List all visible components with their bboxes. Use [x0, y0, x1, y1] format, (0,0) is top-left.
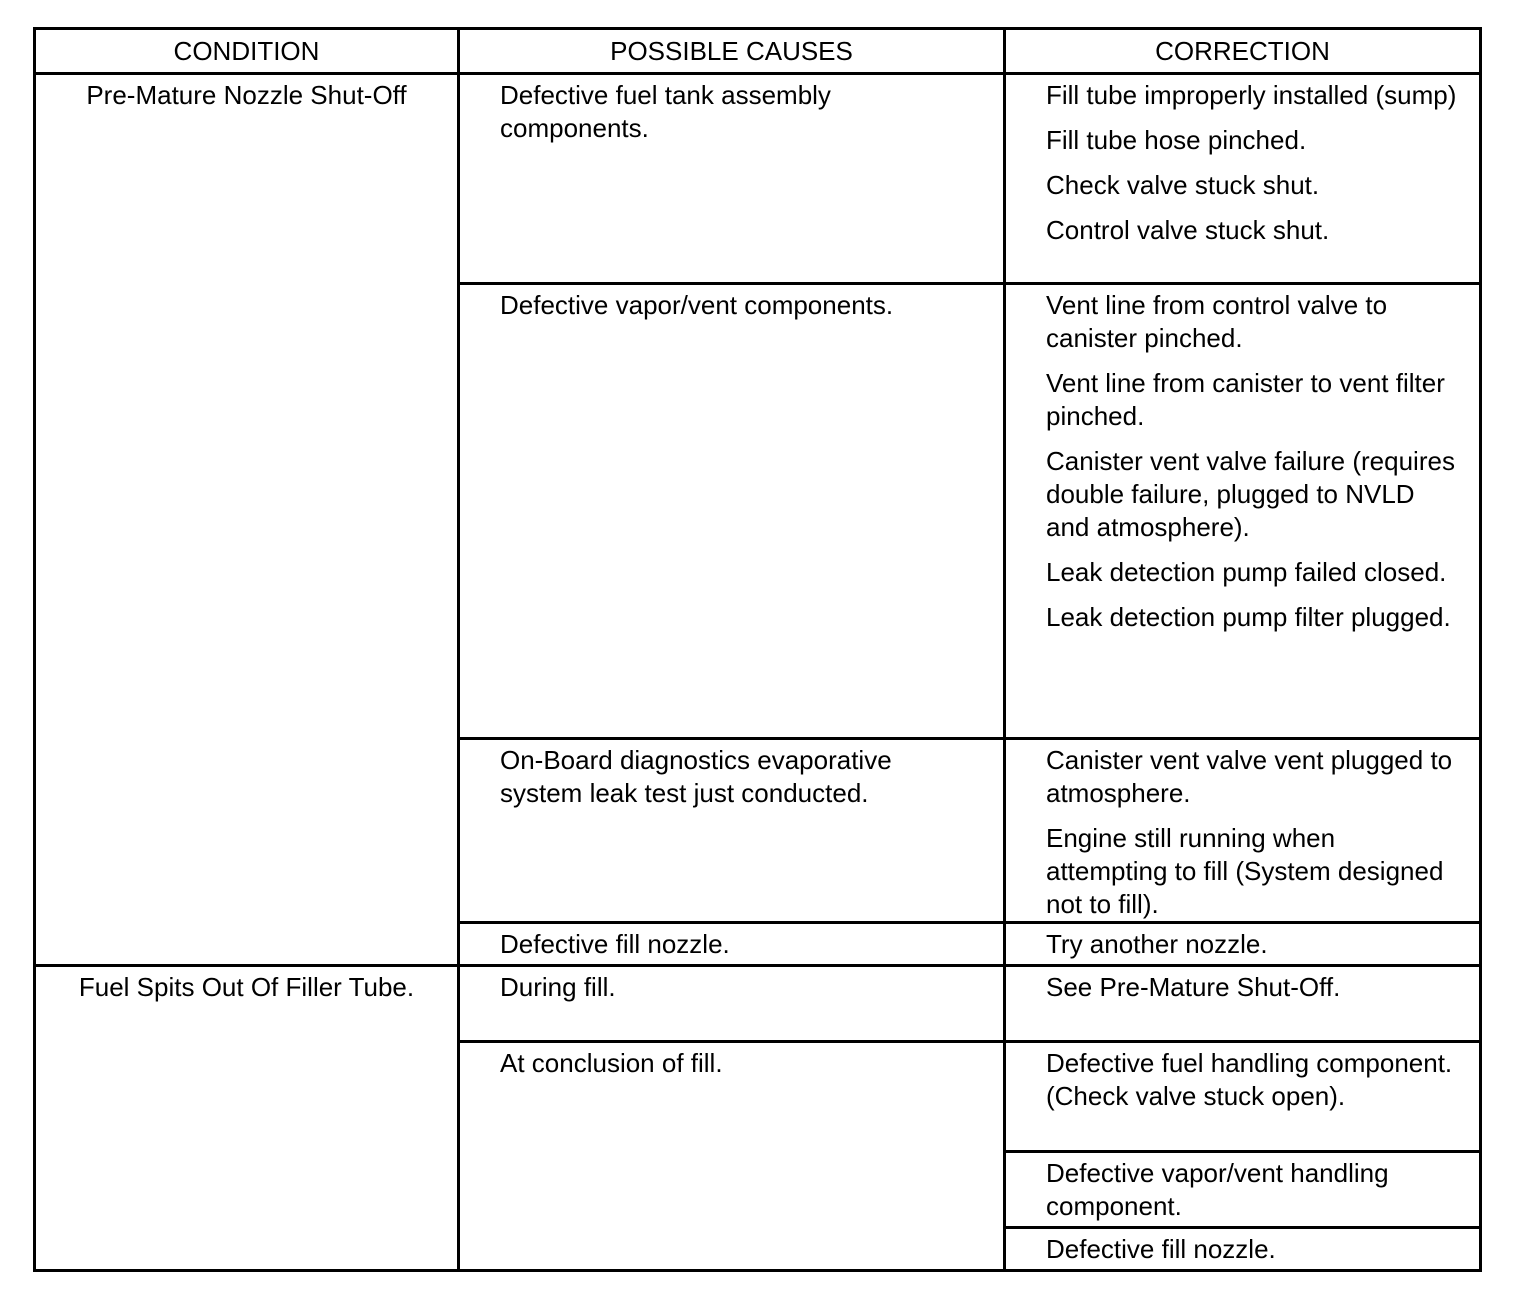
correction-item: See Pre-Mature Shut-Off. — [1046, 972, 1341, 1002]
correction-item: Canister vent valve vent plugged to atmosphere. — [1046, 745, 1453, 808]
condition-cell: Fuel Spits Out Of Filler Tube. — [35, 966, 459, 1271]
cause-cell: Defective fill nozzle. — [459, 923, 1005, 966]
correction-item: Try another nozzle. — [1046, 929, 1268, 959]
correction-cell — [1005, 1152, 1481, 1228]
correction-cell — [1005, 1042, 1481, 1152]
cause-cell: During fill. — [459, 966, 1005, 1042]
cause-cell: Defective vapor/vent components. — [459, 284, 1005, 739]
header-possible-causes: POSSIBLE CAUSES — [459, 29, 1005, 74]
condition-cell: Pre-Mature Nozzle Shut-Off — [35, 74, 459, 966]
correction-item: Defective vapor/vent handling component. — [1046, 1158, 1389, 1221]
correction-item: Engine still running when attempting to fill (System designed not to fill). — [1046, 823, 1444, 919]
cause-cell: Defective fuel tank assembly components. — [459, 74, 1005, 284]
header-condition: CONDITION — [35, 29, 459, 74]
correction-item: Vent line from control valve to canister pinched. — [1046, 290, 1388, 353]
correction-item: Control valve stuck shut. — [1046, 215, 1330, 245]
correction-item: Defective fill nozzle. — [1046, 1234, 1276, 1264]
correction-item: Vent line from canister to vent filter pinched. — [1046, 368, 1445, 431]
correction-item: Canister vent valve failure (requires double failure, plugged to NVLD and atmosphere). — [1046, 446, 1455, 542]
correction-item: Defective fuel handling component. (Check valve stuck open). — [1046, 1048, 1453, 1111]
header-row — [35, 29, 1481, 74]
table-row — [35, 966, 1481, 1042]
correction-item: Fill tube improperly installed (sump) — [1046, 80, 1457, 110]
correction-cell — [1005, 284, 1481, 739]
correction-cell — [1005, 966, 1481, 1042]
correction-cell — [1005, 923, 1481, 966]
cause-cell: On-Board diagnostics evaporative system leak test just conducted. — [459, 739, 1005, 923]
correction-item: Leak detection pump failed closed. — [1046, 557, 1447, 587]
diagnosis-table — [33, 27, 1482, 1272]
correction-cell — [1005, 739, 1481, 923]
table-row — [35, 74, 1481, 284]
cause-cell: At conclusion of fill. — [459, 1042, 1005, 1271]
correction-item: Fill tube hose pinched. — [1046, 125, 1307, 155]
diagnosis-table-page — [33, 27, 1479, 1272]
correction-cell — [1005, 1228, 1481, 1271]
correction-cell — [1005, 74, 1481, 284]
header-correction: CORRECTION — [1005, 29, 1481, 74]
correction-item: Leak detection pump filter plugged. — [1046, 602, 1451, 632]
correction-item: Check valve stuck shut. — [1046, 170, 1320, 200]
